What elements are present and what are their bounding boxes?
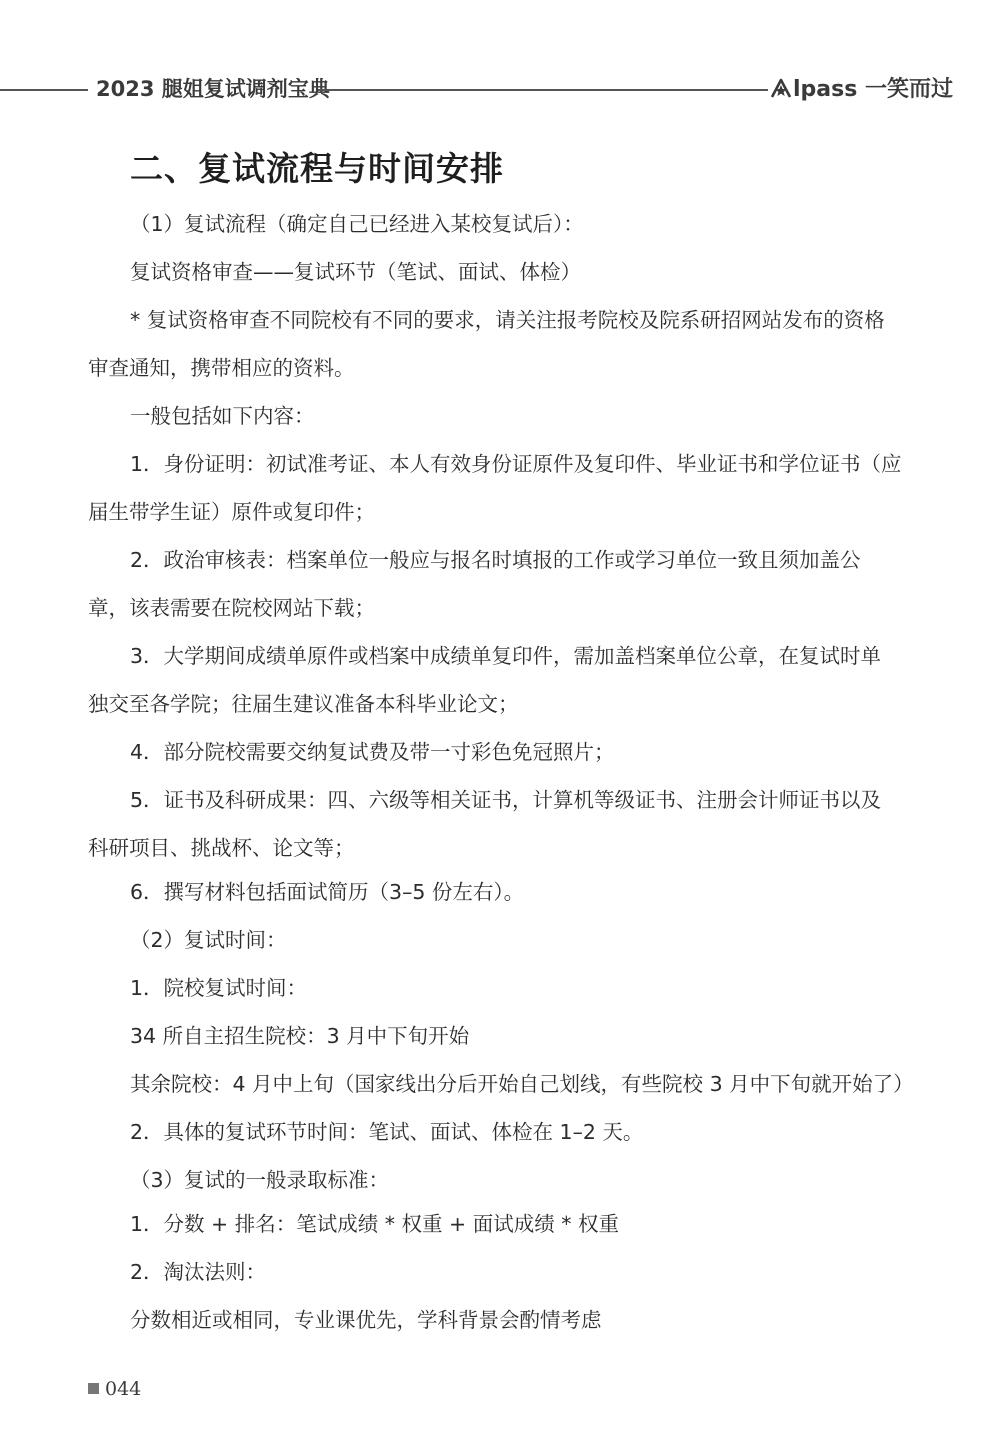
text-line: 届生带学生证）原件或复印件； [88, 500, 375, 524]
text-line: 2．淘汰法则： [130, 1260, 267, 1284]
text-line: 1．身份证明：初试准考证、本人有效身份证原件及复印件、毕业证书和学位证书（应 [130, 452, 902, 476]
text-line: 1．院校复试时间： [130, 976, 308, 1000]
header-book-title: 2023 腿姐复试调剂宝典 [96, 77, 330, 101]
header-brand [770, 72, 953, 103]
header-rule-left [0, 89, 88, 91]
running-header [0, 70, 1000, 106]
text-line: 章，该表需要在院校网站下载； [88, 596, 375, 620]
text-line: 2．具体的复试环节时间：笔试、面试、体检在 1–2 天。 [130, 1120, 644, 1144]
page-footer [88, 1378, 141, 1400]
text-line: （1）复试流程（确定自己已经进入某校复试后）： [130, 212, 584, 236]
text-line: 1．分数 + 排名：笔试成绩 * 权重 + 面试成绩 * 权重 [130, 1212, 620, 1236]
text-line: 分数相近或相同，专业课优先，学科背景会酌情考虑 [130, 1308, 602, 1332]
brand-text: lpass 一笑而过 [793, 77, 953, 102]
text-line: 34 所自主招生院校：3 月中下旬开始 [130, 1024, 470, 1048]
text-line: 科研项目、挑战杯、论文等； [88, 836, 355, 860]
arrow-star-icon [770, 77, 792, 99]
text-line: 复试资格审查——复试环节（笔试、面试、体检） [130, 260, 581, 284]
text-line: 一般包括如下内容： [130, 404, 315, 428]
text-line: 其余院校：4 月中上旬（国家线出分后开始自己划线，有些院校 3 月中下旬就开始了） [130, 1072, 914, 1096]
text-line: 独交至各学院；往届生建议准备本科毕业论文； [88, 692, 519, 716]
square-marker-icon [88, 1383, 99, 1394]
text-line: 审查通知，携带相应的资料。 [88, 356, 355, 380]
text-line: 6．撰写材料包括面试简历（3–5 份左右）。 [130, 880, 525, 904]
text-line: （3）复试的一般录取标准： [130, 1168, 390, 1192]
text-line: （2）复试时间： [130, 928, 287, 952]
text-line: 3．大学期间成绩单原件或档案中成绩单复印件，需加盖档案单位公章，在复试时单 [130, 644, 882, 668]
header-rule-middle [318, 89, 768, 91]
section-title: 二、复试流程与时间安排 [130, 149, 504, 188]
text-line: 5．证书及科研成果：四、六级等相关证书，计算机等级证书、注册会计师证书以及 [130, 788, 882, 812]
text-line: * 复试资格审查不同院校有不同的要求，请关注报考院校及院系研招网站发布的资格 [130, 308, 885, 332]
text-line: 4．部分院校需要交纳复试费及带一寸彩色免冠照片； [130, 740, 615, 764]
page-number: 044 [105, 1378, 142, 1400]
text-line: 2．政治审核表：档案单位一般应与报名时填报的工作或学习单位一致且须加盖公 [130, 548, 861, 572]
